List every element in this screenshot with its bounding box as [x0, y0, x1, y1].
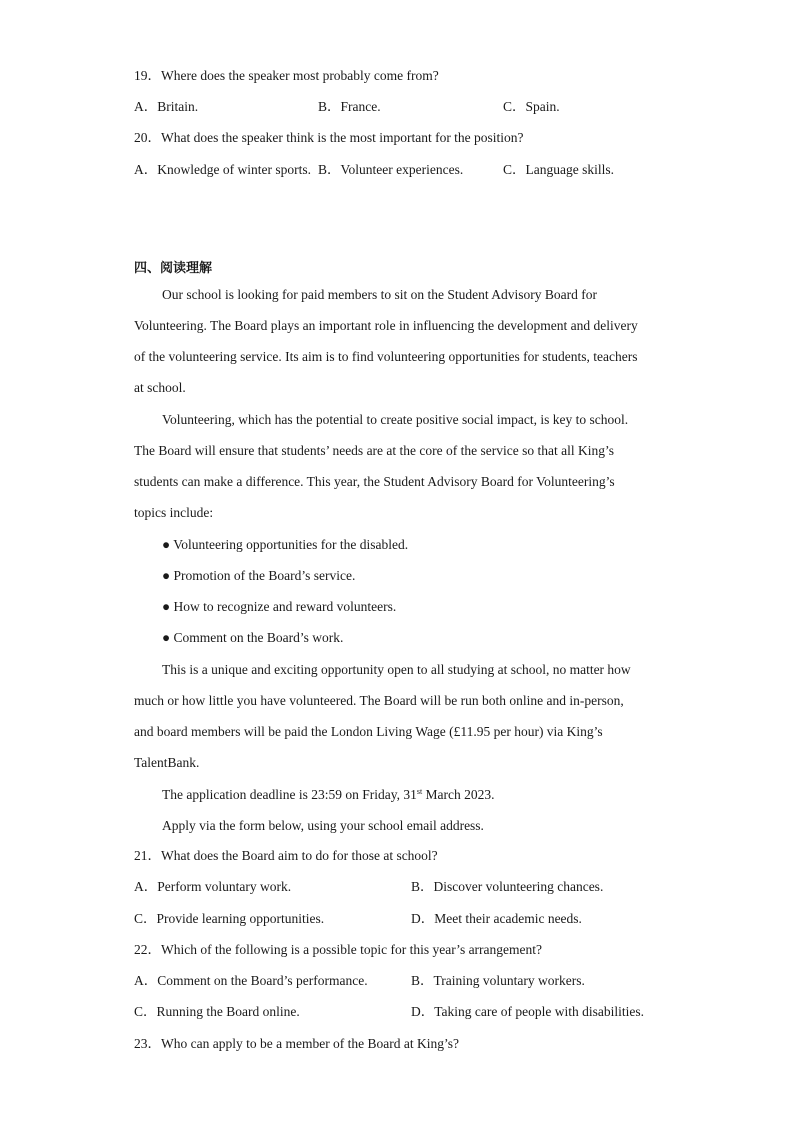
q19-stem: 19．Where does the speaker most probably come from? — [134, 68, 439, 83]
passage-line: and board members will be paid the London Living Wage (£11.95 per hour) via King’s — [134, 724, 603, 739]
section-heading: 四、阅读理解 — [134, 261, 213, 276]
q22-option-d: D．Taking care of people with disabilities. — [411, 1004, 644, 1019]
q22-option-b: B．Training voluntary workers. — [411, 973, 585, 988]
q20-option-c: C．Language skills. — [503, 162, 614, 177]
q22-stem: 22．Which of the following is a possible topic for this year’s arrangement? — [134, 942, 543, 957]
deadline-month: March 2023. — [422, 787, 495, 802]
q23-stem: 23．Who can apply to be a member of the Board at King’s? — [134, 1036, 460, 1051]
passage-line: at school. — [134, 380, 186, 395]
passage-line: of the volunteering service. Its aim is to find volunteering opportunities for students, teachers — [134, 349, 638, 364]
q19-option-b: B．France. — [318, 99, 381, 114]
passage-line: Volunteering. The Board plays an important role in influencing the development and delivery — [134, 318, 638, 333]
q22-option-c: C．Running the Board online. — [134, 1004, 300, 1019]
passage-line: students can make a difference. This year, the Student Advisory Board for Volunteering’s — [134, 474, 615, 489]
passage-line: topics include: — [134, 505, 214, 520]
q20-stem: 20．What does the speaker think is the most important for the position? — [134, 130, 524, 145]
passage-line: TalentBank. — [134, 755, 200, 770]
topic-bullet: ● How to recognize and reward volunteers. — [162, 599, 397, 614]
q21-stem: 21．What does the Board aim to do for those at school? — [134, 848, 438, 863]
passage-line: Volunteering, which has the potential to create positive social impact, is key to school. — [162, 412, 629, 427]
passage-line: This is a unique and exciting opportunity open to all studying at school, no matter how — [162, 662, 631, 677]
q21-option-c: C．Provide learning opportunities. — [134, 911, 325, 926]
passage-line: much or how little you have volunteered. The Board will be run both online and in-person, — [134, 693, 624, 708]
q21-option-d: D．Meet their academic needs. — [411, 911, 582, 926]
q21-option-b: B．Discover volunteering chances. — [411, 879, 604, 894]
q20-option-a: A．Knowledge of winter sports. — [134, 162, 311, 177]
q22-option-a: A．Comment on the Board’s performance. — [134, 973, 368, 988]
deadline-text: The application deadline is 23:59 on Friday, 31 — [162, 787, 417, 802]
deadline-ordinal: st — [416, 787, 423, 796]
q21-option-a: A．Perform voluntary work. — [134, 879, 292, 894]
q19-option-c: C．Spain. — [503, 99, 560, 114]
topic-bullet: ● Comment on the Board’s work. — [162, 630, 344, 645]
deadline-line — [162, 785, 495, 805]
apply-line: Apply via the form below, using your school email address. — [162, 818, 484, 833]
topic-bullet: ● Volunteering opportunities for the disabled. — [162, 537, 409, 552]
q20-option-b: B．Volunteer experiences. — [318, 162, 464, 177]
topic-bullet: ● Promotion of the Board’s service. — [162, 568, 356, 583]
q19-option-a: A．Britain. — [134, 99, 199, 114]
passage-line: The Board will ensure that students’ needs are at the core of the service so that all King’s — [134, 443, 614, 458]
passage-line: Our school is looking for paid members to sit on the Student Advisory Board for — [162, 287, 597, 302]
